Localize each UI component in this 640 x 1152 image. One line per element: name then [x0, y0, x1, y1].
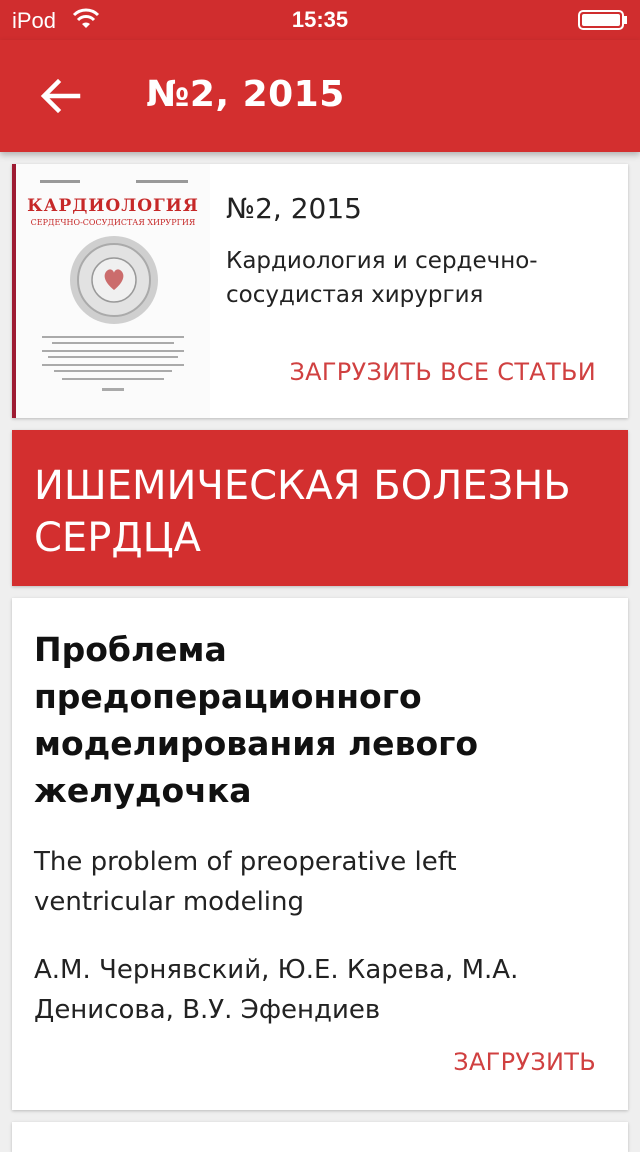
- section-header: [12, 430, 628, 586]
- download-all-button[interactable]: ЗАГРУЗИТЬ ВСЕ СТАТЬИ: [289, 358, 596, 386]
- journal-name: Кардиология и сердечно-сосудистая хирургия: [226, 248, 538, 308]
- status-bar: [0, 0, 640, 40]
- cover-subtitle: СЕРДЕЧНО-СОСУДИСТАЯ ХИРУРГИЯ: [30, 218, 196, 227]
- cover-text-lines: [42, 334, 184, 394]
- back-button[interactable]: [34, 70, 90, 122]
- issue-number: №2, 2015: [226, 192, 362, 225]
- status-carrier: iPod: [12, 8, 57, 33]
- article-title-ru: Проблема предоперационного моделирования левого желудочка: [34, 630, 479, 810]
- arrow-left-icon: [34, 70, 90, 122]
- issue-card[interactable]: [12, 164, 628, 418]
- app-bar: [0, 40, 640, 152]
- cover-title: КАРДИОЛОГИЯ: [27, 196, 199, 216]
- status-time: 15:35: [291, 7, 349, 32]
- cover-header-lines: [16, 178, 210, 186]
- download-button[interactable]: ЗАГРУЗИТЬ: [453, 1048, 596, 1076]
- next-article-card[interactable]: [12, 1122, 628, 1152]
- article-card[interactable]: [12, 598, 628, 1110]
- article-authors: А.М. Чернявский, Ю.Е. Карева, М.А. Денисова, В.У. Эфендиев: [34, 955, 519, 1025]
- journal-seal-icon: [68, 234, 160, 326]
- page-title: №2, 2015: [146, 74, 345, 115]
- journal-cover-image: [12, 164, 210, 418]
- section-title: ИШЕМИЧЕСКАЯ БОЛЕЗНЬ СЕРДЦА: [34, 463, 571, 561]
- battery-icon: [578, 10, 628, 30]
- article-title-en: The problem of preoperative left ventricular modeling: [34, 847, 457, 917]
